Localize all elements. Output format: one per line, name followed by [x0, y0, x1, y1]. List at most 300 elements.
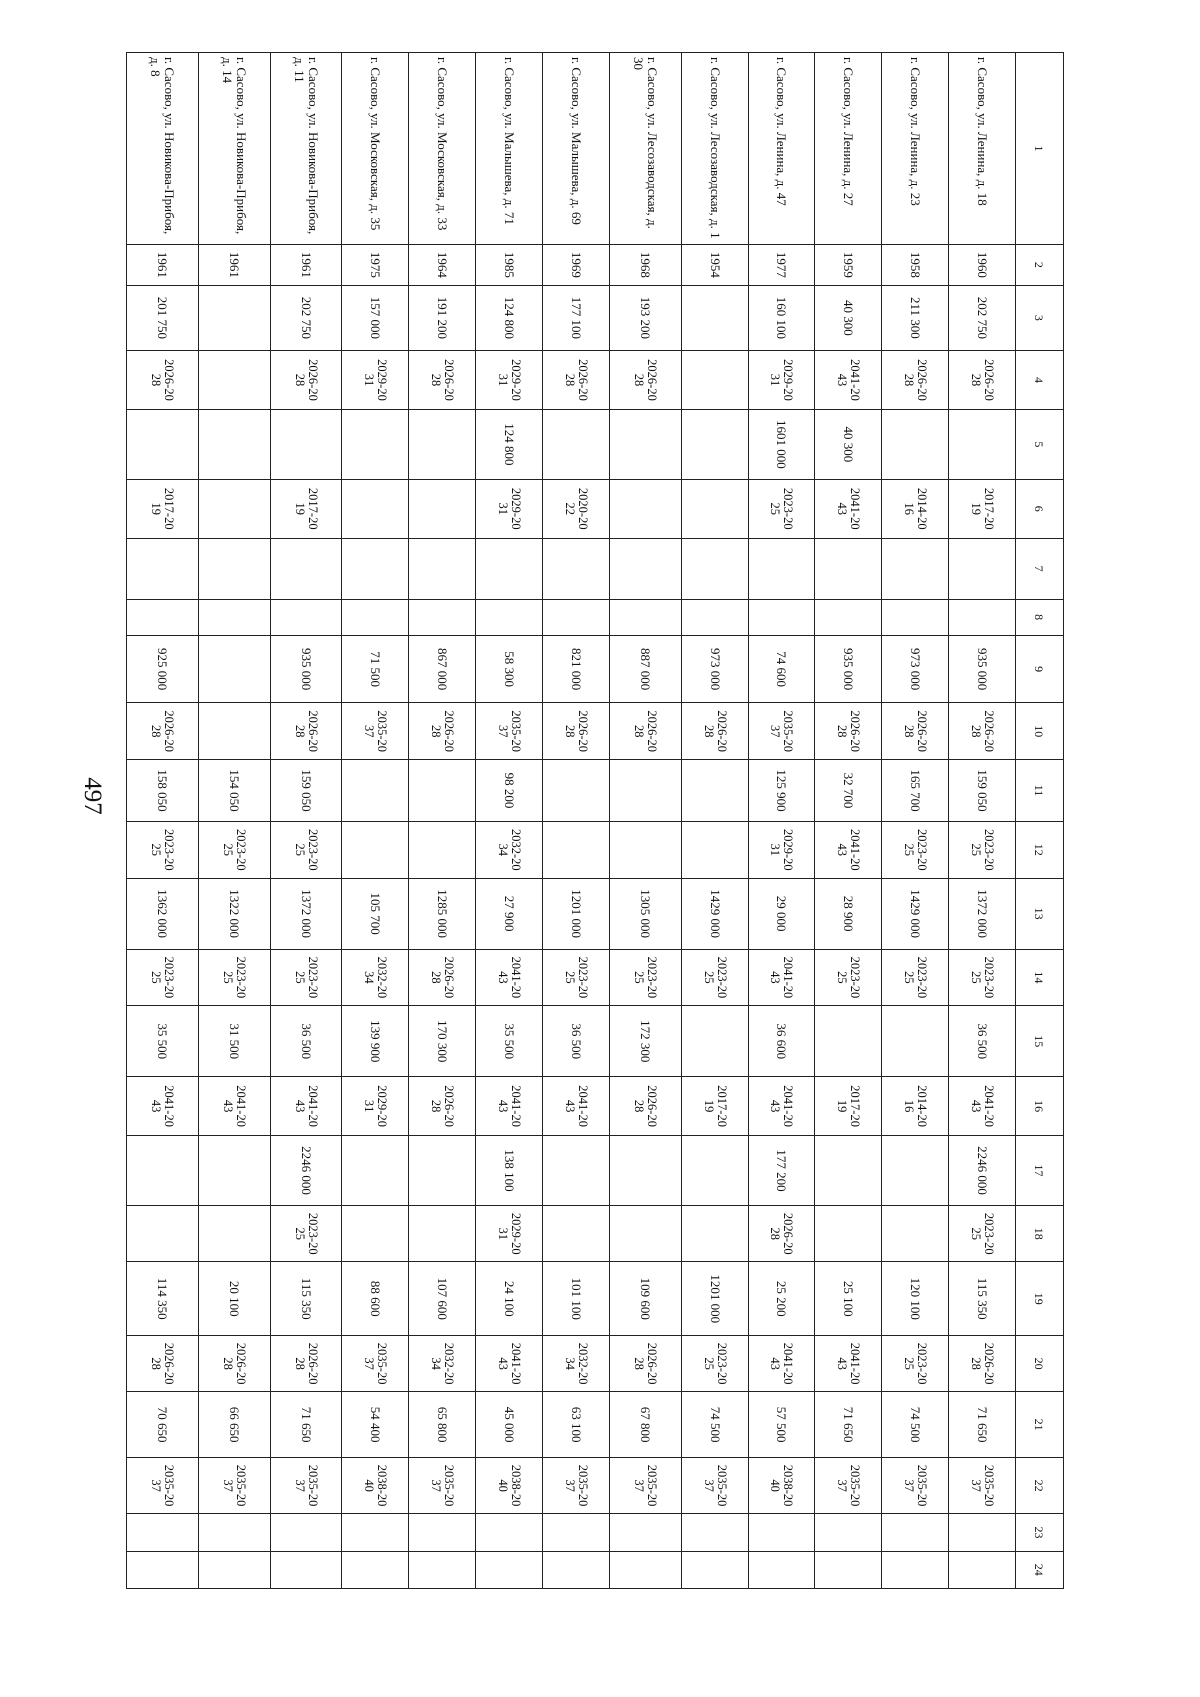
table-cell: [609, 1551, 681, 1588]
period-cell: [949, 703, 1016, 759]
period-text: 2041-2043: [835, 359, 863, 401]
period-text: 2035-2037: [835, 1464, 863, 1507]
period-text: 2029-2031: [362, 359, 390, 401]
period-text: 2023-2025: [835, 956, 863, 999]
cost-cell: 867 000: [409, 635, 476, 703]
table-cell: [681, 1514, 748, 1551]
cost-cell: 35 500: [127, 1006, 199, 1077]
period-cell: [681, 703, 748, 759]
period-cell: [748, 479, 815, 538]
period-cell: [270, 351, 342, 410]
cost-cell: 172 300: [609, 1006, 681, 1077]
year-built-cell: 1961: [270, 245, 342, 286]
period-cell: [748, 949, 815, 1005]
period-text: 2041-2043: [149, 1085, 177, 1127]
table-cell: [127, 538, 199, 599]
period-cell: [342, 703, 409, 759]
column-header: 24: [1016, 1551, 1064, 1588]
period-text: 2032-2034: [362, 956, 390, 999]
column-header: 11: [1016, 759, 1064, 821]
period-text: 2035-2037: [496, 710, 524, 753]
period-text: 2041-2043: [496, 1085, 524, 1127]
rotated-table-container: [126, 52, 1064, 1589]
table-row: [748, 53, 815, 1589]
address-cell: г. Сасово, ул. Малышева, д. 69: [543, 53, 610, 245]
table-cell: [198, 1551, 270, 1588]
table-row: [476, 53, 543, 1589]
period-cell: [476, 949, 543, 1005]
cost-cell: [882, 1136, 949, 1206]
period-cell: [543, 703, 610, 759]
cost-cell: 115 350: [949, 1262, 1016, 1335]
period-cell: [748, 822, 815, 878]
period-text: 2026-2028: [149, 1342, 177, 1385]
period-cell: [409, 703, 476, 759]
cost-cell: 202 750: [270, 285, 342, 351]
period-text: 2026-2028: [969, 359, 997, 401]
cost-cell: 170 300: [409, 1006, 476, 1077]
table-cell: [409, 1514, 476, 1551]
period-cell: [476, 1206, 543, 1262]
cost-cell: [815, 1006, 882, 1077]
cost-cell: 74 500: [681, 1392, 748, 1458]
period-text: 2023-2025: [969, 956, 997, 999]
cost-cell: 935 000: [815, 635, 882, 703]
period-cell: [409, 479, 476, 538]
period-text: 2041-2043: [835, 828, 863, 871]
column-header: 12: [1016, 822, 1064, 878]
cost-cell: 159 050: [270, 759, 342, 821]
table-cell: [882, 1551, 949, 1588]
period-cell: [342, 1457, 409, 1513]
period-cell: [815, 1206, 882, 1262]
period-cell: [949, 1206, 1016, 1262]
table-cell: [476, 599, 543, 635]
period-cell: [609, 822, 681, 878]
table-cell: [543, 1514, 610, 1551]
period-cell: [681, 351, 748, 410]
cost-cell: [681, 759, 748, 821]
period-cell: [476, 1457, 543, 1513]
table-cell: [127, 599, 199, 635]
cost-cell: 109 600: [609, 1262, 681, 1335]
period-cell: [681, 1206, 748, 1262]
period-text: 2026-2028: [632, 1342, 660, 1385]
cost-cell: [409, 409, 476, 479]
table-row: [409, 53, 476, 1589]
period-cell: [198, 949, 270, 1005]
period-cell: [609, 1206, 681, 1262]
period-cell: [409, 1206, 476, 1262]
period-text: 2026-2028: [429, 1085, 457, 1127]
address-cell: г. Сасово, ул. Московская, д. 35: [342, 53, 409, 245]
table-row: [342, 53, 409, 1589]
cost-cell: 154 050: [198, 759, 270, 821]
period-text: 2026-2028: [768, 1212, 796, 1255]
period-cell: [476, 351, 543, 410]
period-cell: [748, 1206, 815, 1262]
period-cell: [681, 822, 748, 878]
column-header: 17: [1016, 1136, 1064, 1206]
cost-cell: 120 100: [882, 1262, 949, 1335]
period-text: 2023-2025: [902, 1342, 930, 1385]
cost-cell: 177 200: [748, 1136, 815, 1206]
period-text: 2023-2025: [632, 956, 660, 999]
period-cell: [198, 1335, 270, 1391]
table-cell: [270, 1551, 342, 1588]
year-built-cell: 1958: [882, 245, 949, 286]
period-text: 2026-2028: [149, 359, 177, 401]
cost-cell: 973 000: [681, 635, 748, 703]
period-text: 2026-2028: [632, 1085, 660, 1127]
period-cell: [949, 1457, 1016, 1513]
column-header: 6: [1016, 479, 1064, 538]
period-cell: [409, 1457, 476, 1513]
column-header: 5: [1016, 409, 1064, 479]
column-header: 22: [1016, 1457, 1064, 1513]
period-cell: [270, 1457, 342, 1513]
period-cell: [609, 479, 681, 538]
table-row: [815, 53, 882, 1589]
period-cell: [476, 479, 543, 538]
table-cell: [949, 1514, 1016, 1551]
period-cell: [476, 1335, 543, 1391]
cost-cell: 925 000: [127, 635, 199, 703]
period-cell: [476, 822, 543, 878]
table-row: [609, 53, 681, 1589]
period-text: 2017-2019: [293, 487, 321, 530]
column-header: 13: [1016, 878, 1064, 949]
cost-cell: 935 000: [949, 635, 1016, 703]
cost-cell: 2246 000: [270, 1136, 342, 1206]
table-cell: [476, 1551, 543, 1588]
period-text: 2035-2037: [293, 1464, 321, 1507]
table-cell: [882, 538, 949, 599]
cost-cell: 1372 000: [949, 878, 1016, 949]
cost-cell: 158 050: [127, 759, 199, 821]
cost-cell: 177 100: [543, 285, 610, 351]
period-cell: [127, 1457, 199, 1513]
period-cell: [270, 1206, 342, 1262]
period-cell: [409, 351, 476, 410]
period-cell: [127, 1335, 199, 1391]
period-cell: [543, 949, 610, 1005]
cost-cell: [198, 409, 270, 479]
year-built-cell: 1959: [815, 245, 882, 286]
period-text: 2032-2034: [496, 828, 524, 871]
table-cell: [476, 1514, 543, 1551]
table-cell: [609, 1514, 681, 1551]
cost-cell: 71 650: [270, 1392, 342, 1458]
cost-cell: 160 100: [748, 285, 815, 351]
cost-cell: [681, 1136, 748, 1206]
period-text: 2017-2019: [149, 487, 177, 530]
cost-cell: [882, 409, 949, 479]
cost-cell: [409, 759, 476, 821]
cost-cell: 1322 000: [198, 878, 270, 949]
cost-cell: 32 700: [815, 759, 882, 821]
cost-cell: 71 650: [949, 1392, 1016, 1458]
cost-cell: [342, 409, 409, 479]
cost-cell: 36 500: [543, 1006, 610, 1077]
period-cell: [342, 351, 409, 410]
period-text: 2026-2028: [701, 710, 729, 753]
cost-cell: 157 000: [342, 285, 409, 351]
column-header: 21: [1016, 1392, 1064, 1458]
cost-cell: 1601 000: [748, 409, 815, 479]
period-cell: [748, 351, 815, 410]
table-cell: [681, 599, 748, 635]
period-cell: [748, 1457, 815, 1513]
table-cell: [270, 538, 342, 599]
cost-cell: 98 200: [476, 759, 543, 821]
cost-cell: 211 300: [882, 285, 949, 351]
period-cell: [127, 703, 199, 759]
period-text: 2038-2040: [496, 1464, 524, 1507]
period-cell: [127, 1077, 199, 1136]
period-cell: [198, 822, 270, 878]
period-text: 2041-2043: [969, 1085, 997, 1127]
period-cell: [609, 949, 681, 1005]
table-cell: [342, 1551, 409, 1588]
header-row: [1016, 53, 1064, 1589]
cost-cell: 31 500: [198, 1006, 270, 1077]
cost-cell: 40 300: [815, 285, 882, 351]
period-text: 2035-2037: [902, 1464, 930, 1507]
period-text: 2026-2028: [632, 359, 660, 401]
cost-cell: 165 700: [882, 759, 949, 821]
period-text: 2023-2025: [293, 828, 321, 871]
period-cell: [342, 1077, 409, 1136]
cost-cell: [127, 1136, 199, 1206]
period-text: 2038-2040: [768, 1464, 796, 1507]
column-header: 1: [1016, 53, 1064, 245]
period-text: 2041-2043: [496, 956, 524, 999]
table-cell: [342, 1514, 409, 1551]
address-cell: г. Сасово, ул. Новикова-Прибоя, д. 8: [127, 53, 199, 245]
table-cell: [270, 1514, 342, 1551]
column-header: 2: [1016, 245, 1064, 286]
year-built-cell: 1960: [949, 245, 1016, 286]
cost-cell: 70 650: [127, 1392, 199, 1458]
period-cell: [342, 1206, 409, 1262]
period-text: 2041-2043: [293, 1085, 321, 1127]
cost-cell: 65 800: [409, 1392, 476, 1458]
period-cell: [127, 1206, 199, 1262]
table-cell: [543, 599, 610, 635]
table-cell: [127, 1514, 199, 1551]
period-cell: [543, 1077, 610, 1136]
period-text: 2035-2037: [429, 1464, 457, 1507]
table-cell: [270, 599, 342, 635]
period-text: 2023-2025: [221, 956, 249, 999]
period-text: 2023-2025: [149, 956, 177, 999]
cost-cell: 124 800: [476, 285, 543, 351]
period-cell: [815, 822, 882, 878]
period-text: 2023-2025: [701, 1342, 729, 1385]
period-cell: [815, 1457, 882, 1513]
period-text: 2020-2022: [562, 487, 590, 530]
cost-cell: 54 400: [342, 1392, 409, 1458]
period-cell: [543, 479, 610, 538]
cost-cell: 71 650: [815, 1392, 882, 1458]
column-header: 8: [1016, 599, 1064, 635]
period-cell: [748, 1335, 815, 1391]
table-cell: [815, 599, 882, 635]
cost-cell: 114 350: [127, 1262, 199, 1335]
period-text: 2023-2025: [562, 956, 590, 999]
cost-cell: 125 900: [748, 759, 815, 821]
period-text: 2035-2037: [701, 1464, 729, 1507]
period-text: 2026-2028: [969, 1342, 997, 1385]
table-cell: [609, 599, 681, 635]
cost-cell: [198, 285, 270, 351]
period-cell: [198, 1206, 270, 1262]
period-cell: [127, 822, 199, 878]
table-cell: [882, 599, 949, 635]
column-header: 7: [1016, 538, 1064, 599]
address-cell: г. Сасово, ул. Малышева, д. 71: [476, 53, 543, 245]
period-text: 2035-2037: [632, 1464, 660, 1507]
cost-cell: 36 500: [949, 1006, 1016, 1077]
period-text: 2023-2025: [149, 828, 177, 871]
period-cell: [270, 479, 342, 538]
table-row: [681, 53, 748, 1589]
cost-cell: 24 100: [476, 1262, 543, 1335]
period-text: 2041-2043: [768, 956, 796, 999]
cost-cell: 74 600: [748, 635, 815, 703]
table-cell: [681, 1551, 748, 1588]
table-cell: [949, 1551, 1016, 1588]
period-cell: [409, 1077, 476, 1136]
period-cell: [270, 822, 342, 878]
period-text: 2023-2025: [293, 956, 321, 999]
table-cell: [815, 1514, 882, 1551]
cost-cell: [882, 1006, 949, 1077]
period-cell: [882, 1457, 949, 1513]
cost-cell: [409, 1136, 476, 1206]
period-cell: [815, 479, 882, 538]
cost-cell: [681, 285, 748, 351]
period-cell: [681, 1457, 748, 1513]
period-cell: [342, 1335, 409, 1391]
cost-cell: 191 200: [409, 285, 476, 351]
period-text: 2026-2028: [562, 359, 590, 401]
year-built-cell: 1961: [127, 245, 199, 286]
cost-cell: [609, 759, 681, 821]
period-cell: [609, 1335, 681, 1391]
period-text: 2041-2043: [835, 1342, 863, 1385]
period-text: 2026-2028: [902, 710, 930, 753]
period-text: 2017-2019: [701, 1085, 729, 1127]
period-cell: [543, 822, 610, 878]
cost-cell: 74 500: [882, 1392, 949, 1458]
period-text: 2041-2043: [768, 1085, 796, 1127]
period-text: 2035-2037: [362, 710, 390, 753]
table-cell: [748, 538, 815, 599]
period-cell: [949, 822, 1016, 878]
table-cell: [409, 538, 476, 599]
period-text: 2026-2028: [429, 710, 457, 753]
address-cell: г. Сасово, ул. Ленина, д. 27: [815, 53, 882, 245]
table-cell: [342, 599, 409, 635]
column-header: 23: [1016, 1514, 1064, 1551]
address-cell: г. Сасово, ул. Московская, д. 33: [409, 53, 476, 245]
period-cell: [949, 479, 1016, 538]
cost-cell: 105 700: [342, 878, 409, 949]
cost-cell: 35 500: [476, 1006, 543, 1077]
cost-cell: 67 800: [609, 1392, 681, 1458]
cost-cell: 25 100: [815, 1262, 882, 1335]
table-cell: [748, 599, 815, 635]
cost-cell: 202 750: [949, 285, 1016, 351]
table-cell: [949, 538, 1016, 599]
period-cell: [815, 1077, 882, 1136]
period-text: 2026-2028: [632, 710, 660, 753]
cost-cell: 1362 000: [127, 878, 199, 949]
period-text: 2026-2028: [293, 1342, 321, 1385]
cost-cell: 1429 000: [882, 878, 949, 949]
period-text: 2026-2028: [562, 710, 590, 753]
table-cell: [198, 538, 270, 599]
period-text: 2023-2025: [902, 828, 930, 871]
period-cell: [681, 949, 748, 1005]
period-cell: [748, 1077, 815, 1136]
cost-cell: [127, 409, 199, 479]
cost-cell: 1285 000: [409, 878, 476, 949]
cost-cell: 935 000: [270, 635, 342, 703]
period-text: 2029-2031: [768, 359, 796, 401]
column-header: 10: [1016, 703, 1064, 759]
period-text: 2026-2028: [429, 956, 457, 999]
period-text: 2035-2037: [149, 1464, 177, 1507]
period-cell: [882, 1335, 949, 1391]
column-header: 18: [1016, 1206, 1064, 1262]
period-cell: [815, 949, 882, 1005]
table-cell: [882, 1514, 949, 1551]
period-cell: [882, 822, 949, 878]
cost-cell: 57 500: [748, 1392, 815, 1458]
period-cell: [609, 351, 681, 410]
column-header: 19: [1016, 1262, 1064, 1335]
cost-cell: [681, 409, 748, 479]
period-cell: [270, 1077, 342, 1136]
cost-cell: [270, 409, 342, 479]
address-cell: г. Сасово, ул. Ленина, д. 23: [882, 53, 949, 245]
cost-cell: 1429 000: [681, 878, 748, 949]
address-cell: г. Сасово, ул. Новикова-Прибоя, д. 14: [198, 53, 270, 245]
cost-cell: 25 200: [748, 1262, 815, 1335]
period-cell: [127, 351, 199, 410]
table-row: [543, 53, 610, 1589]
table-cell: [198, 599, 270, 635]
cost-cell: 63 100: [543, 1392, 610, 1458]
table-cell: [543, 538, 610, 599]
column-header: 20: [1016, 1335, 1064, 1391]
cost-cell: [543, 1136, 610, 1206]
cost-cell: 1201 000: [681, 1262, 748, 1335]
table-cell: [409, 1551, 476, 1588]
period-cell: [815, 1335, 882, 1391]
cost-cell: 28 900: [815, 878, 882, 949]
period-text: 2029-2031: [768, 828, 796, 871]
column-header: 4: [1016, 351, 1064, 410]
period-text: 2029-2031: [496, 359, 524, 401]
cost-cell: [949, 409, 1016, 479]
period-cell: [949, 1335, 1016, 1391]
year-built-cell: 1975: [342, 245, 409, 286]
period-cell: [815, 351, 882, 410]
